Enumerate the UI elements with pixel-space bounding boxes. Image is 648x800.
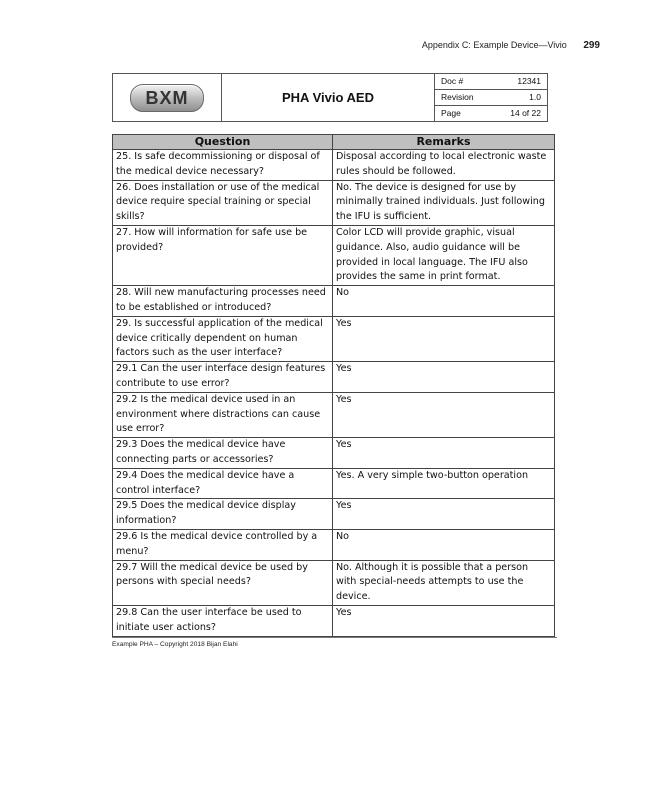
meta-label: Page — [441, 108, 461, 118]
remarks-cell: Yes — [333, 316, 555, 361]
question-cell: 29.2 Is the medical device used in an environment where distractions can cause use error? — [113, 392, 333, 437]
column-header-question: Question — [113, 135, 333, 150]
document-header — [112, 73, 548, 122]
meta-label: Revision — [441, 92, 474, 102]
remarks-cell: No — [333, 286, 555, 317]
meta-doc-number — [435, 74, 547, 90]
question-cell: 25. Is safe decommissioning or disposal of the medical device necessary? — [113, 150, 333, 181]
table-row — [113, 316, 555, 361]
table-row — [113, 180, 555, 225]
table-row — [113, 150, 555, 181]
meta-revision — [435, 90, 547, 106]
question-cell: 29.6 Is the medical device controlled by a menu? — [113, 529, 333, 560]
remarks-cell: No — [333, 529, 555, 560]
table-row — [113, 529, 555, 560]
remarks-cell: Yes. A very simple two-button operation — [333, 468, 555, 499]
remarks-cell: Yes — [333, 605, 555, 636]
chapter-title: Appendix C: Example Device—Vivio — [421, 40, 567, 50]
question-cell: 29.3 Does the medical device have connecting parts or accessories? — [113, 438, 333, 469]
logo-cell — [113, 74, 222, 122]
remarks-cell: Yes — [333, 438, 555, 469]
meta-label: Doc # — [441, 76, 464, 86]
remarks-cell: No. Although it is possible that a person with special-needs attempts to use the device. — [333, 560, 555, 605]
remarks-cell: Yes — [333, 499, 555, 530]
footer-copyright: Example PHA – Copyright 2018 Bijan Elahi — [112, 641, 238, 648]
table-row — [113, 438, 555, 469]
question-cell: 29.8 Can the user interface be used to initiate user actions? — [113, 605, 333, 636]
table-row — [113, 286, 555, 317]
company-logo: BXM — [130, 84, 204, 112]
remarks-cell: Yes — [333, 362, 555, 393]
column-header-remarks: Remarks — [333, 135, 555, 150]
question-cell: 29.4 Does the medical device have a control interface? — [113, 468, 333, 499]
remarks-cell: Disposal according to local electronic waste rules should be followed. — [333, 150, 555, 181]
pha-table — [112, 134, 555, 637]
remarks-cell: No. The device is designed for use by minimally trained individuals. Just following the IFU is sufficient. — [333, 180, 555, 225]
document-meta — [435, 74, 548, 122]
question-cell: 26. Does installation or use of the medical device require special training or special skills? — [113, 180, 333, 225]
question-cell: 29.5 Does the medical device display information? — [113, 499, 333, 530]
remarks-cell: Yes — [333, 392, 555, 437]
question-cell: 28. Will new manufacturing processes need to be established or introduced? — [113, 286, 333, 317]
table-row — [113, 392, 555, 437]
page-number: 299 — [583, 40, 600, 51]
meta-page — [435, 106, 547, 121]
table-row — [113, 468, 555, 499]
question-cell: 29. Is successful application of the medical device critically dependent on human factors such as the user interface? — [113, 316, 333, 361]
question-cell: 29.1 Can the user interface design features contribute to use error? — [113, 362, 333, 393]
table-row — [113, 605, 555, 636]
table-row — [113, 560, 555, 605]
meta-value: 12341 — [517, 76, 541, 86]
table-row — [113, 499, 555, 530]
table-row — [113, 225, 555, 285]
question-cell: 29.7 Will the medical device be used by persons with special needs? — [113, 560, 333, 605]
running-head — [422, 40, 600, 51]
document-title: PHA Vivio AED — [222, 74, 435, 122]
meta-value: 1.0 — [529, 92, 541, 102]
question-cell: 27. How will information for safe use be provided? — [113, 225, 333, 285]
remarks-cell: Color LCD will provide graphic, visual guidance. Also, audio guidance will be provided in local language. The IFU also provides the same in print format. — [333, 225, 555, 285]
meta-value: 14 of 22 — [510, 108, 541, 118]
footer-divider — [112, 637, 557, 638]
table-header-row — [113, 135, 555, 150]
table-row — [113, 362, 555, 393]
